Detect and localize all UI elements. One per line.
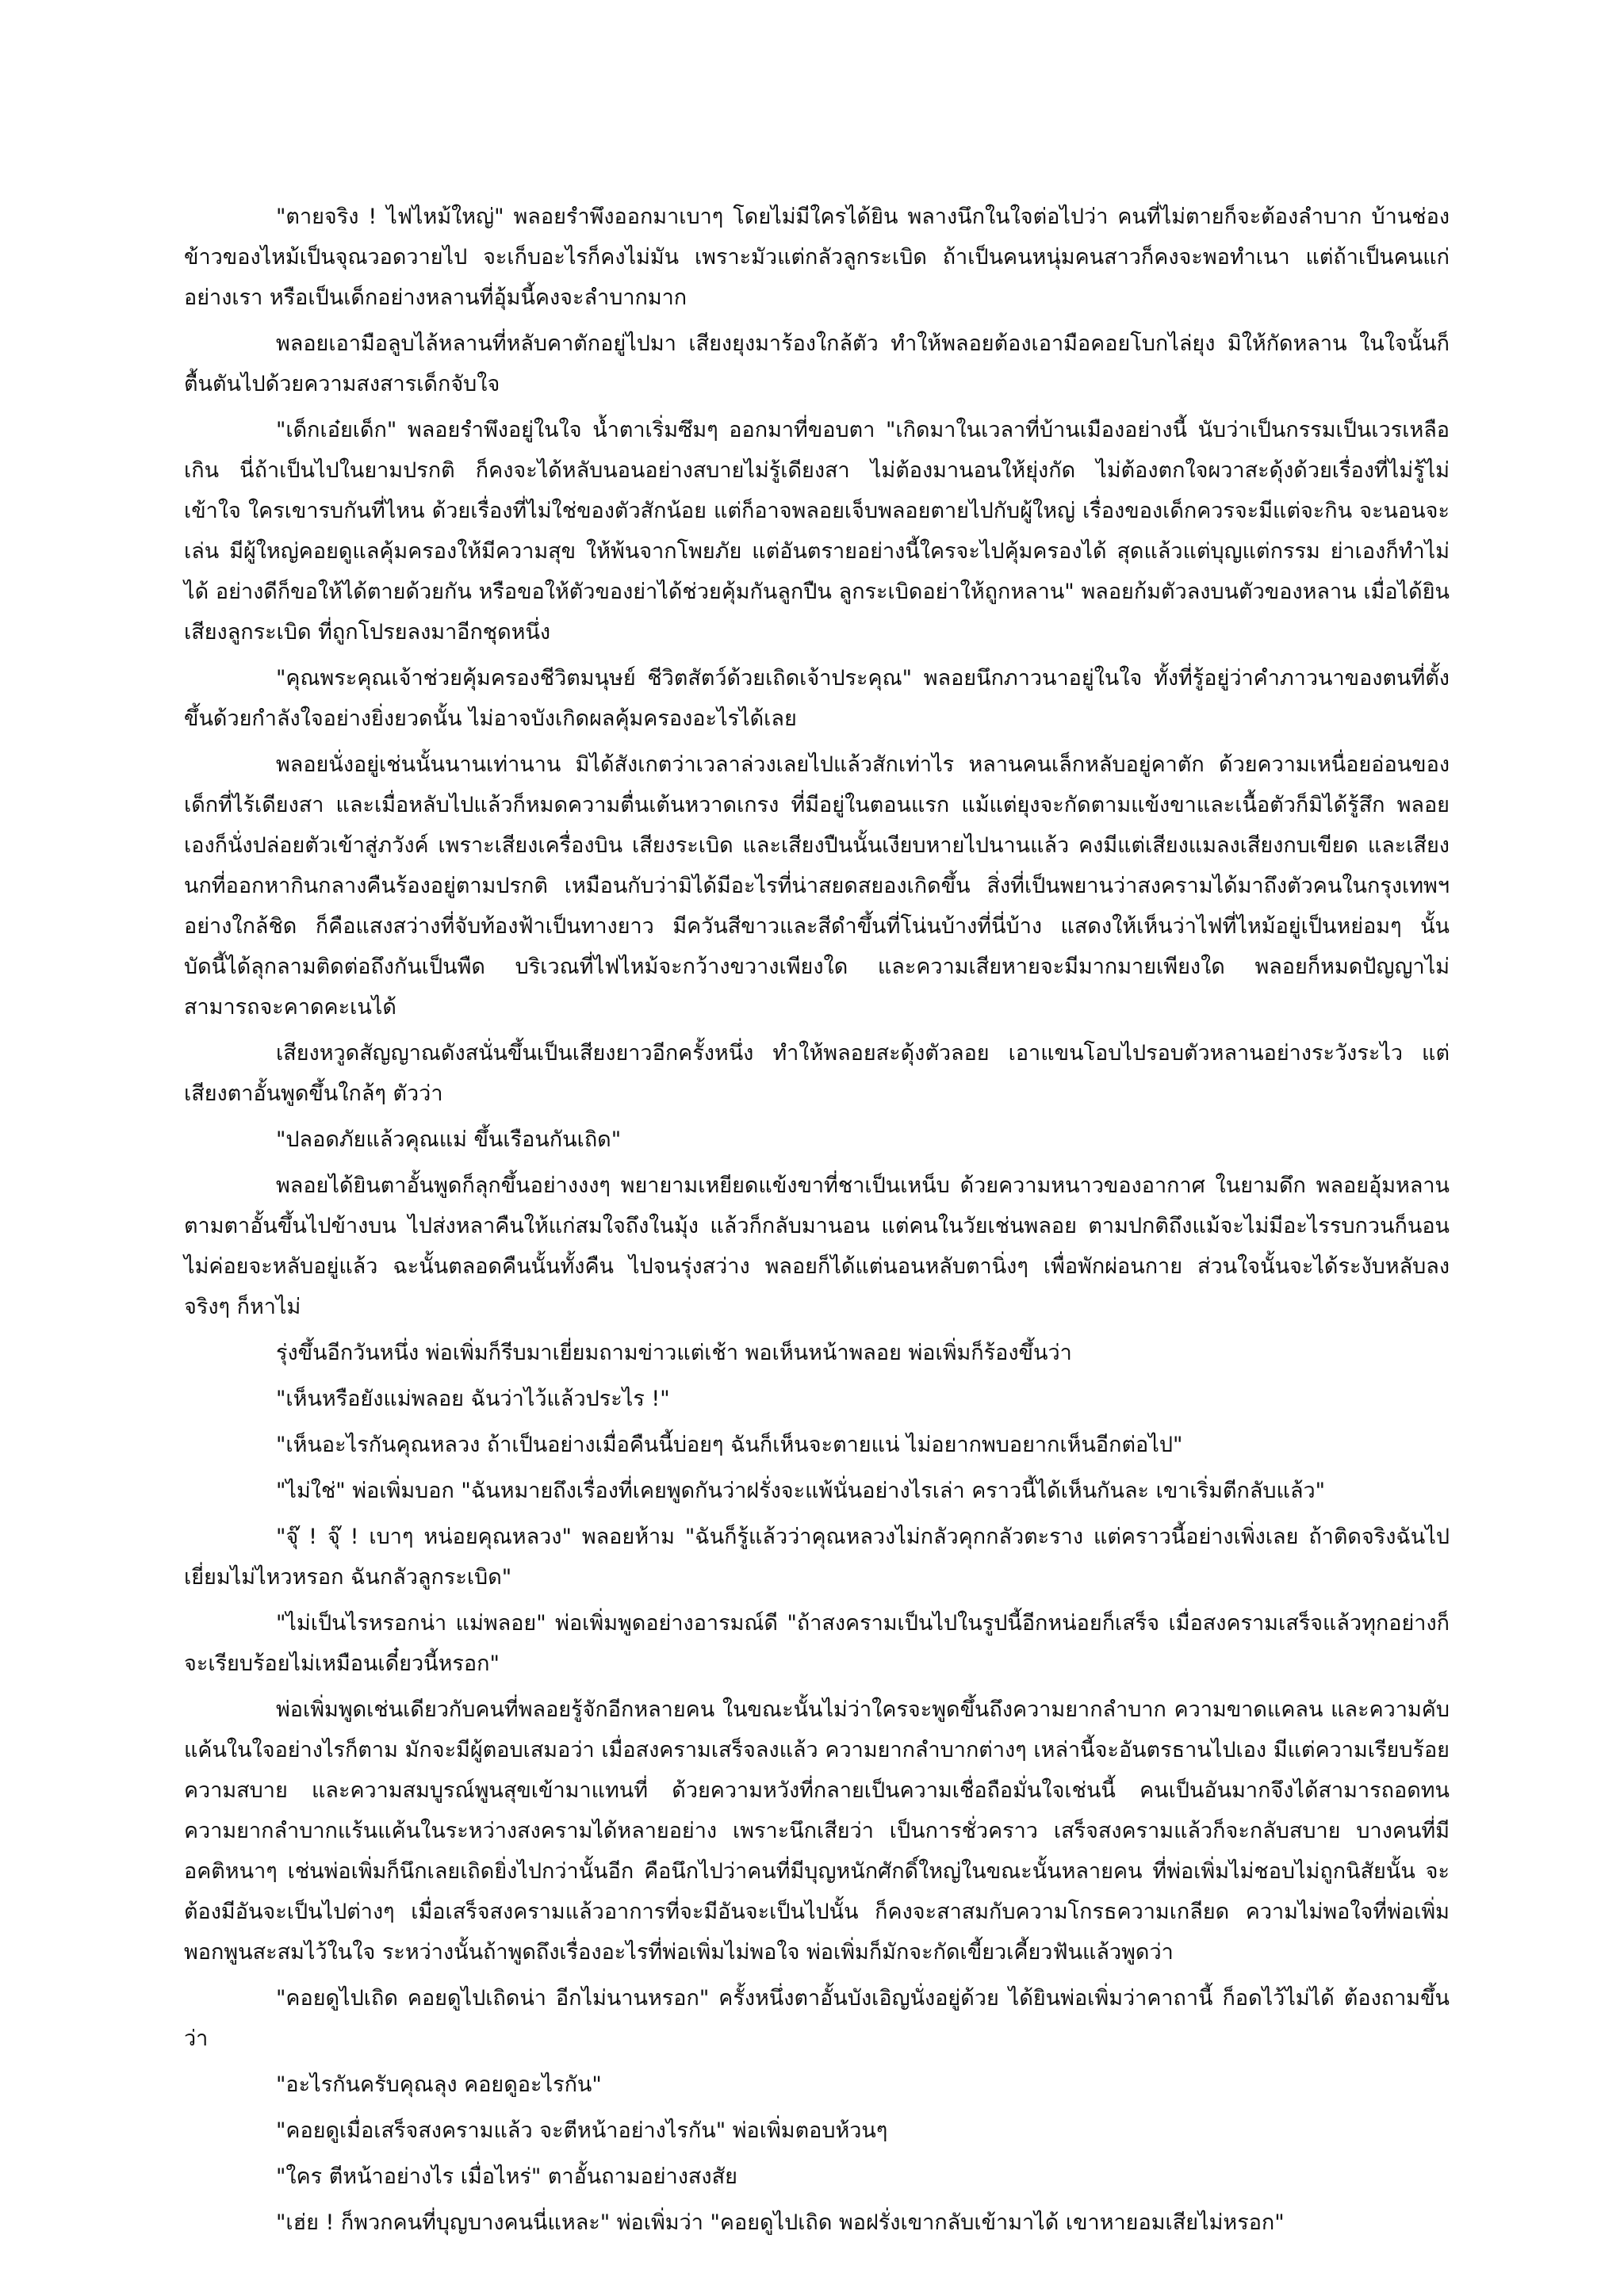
paragraph-9: รุ่งขึ้นอีกวันหนึ่ง พ่อเพิ่มก็รีบมาเยี่ยมถามข่าวแต่เช้า พอเห็นหน้าพลอย พ่อเพิ่มก็ร้องขึ้นว่า [276, 1341, 1072, 1365]
paragraph-1: "ตายจริง ! ไฟไหม้ใหญ่" พลอยรำพึงออกมาเบาๆ โดยไม่มีใครได้ยิน พลางนึกในใจต่อไปว่า คนที่ไม่ตายก็จะต้องลำบาก บ้านช่องข้าวของไหม้เป็นจุณวอดวายไป จะเก็บอะไรก็คงไม่มัน เพราะมัวแต่กลัวลูกระเบิด ถ้าเป็นคนหนุ่มคนสาวก็คงจะพอทำเนา แต่ถ้าเป็นคนแก่อย่างเรา หรือเป็นเด็กอย่างหลานที่อุ้มนี้คงจะลำบากมาก [184, 205, 1450, 310]
paragraph-18: "คอยดูเมื่อเสร็จสงครามแล้ว จะตีหน้าอย่างไรกัน" พ่อเพิ่มตอบห้วนๆ [276, 2118, 888, 2143]
paragraph-14: "ไม่เป็นไรหรอกน่า แม่พลอย" พ่อเพิ่มพูดอย่างอารมณ์ดี "ถ้าสงครามเป็นไปในรูปนี้อีกหน่อยก็เสร็จ เมื่อสงครามเสร็จแล้วทุกอย่างก็จะเรียบร้อยไม่เหมือนเดี๋ยวนี้หรอก" [184, 1611, 1450, 1676]
paragraph-2: พลอยเอามือลูบไล้หลานที่หลับคาตักอยู่ไปมา เสียงยุงมาร้องใกล้ตัว ทำให้พลอยต้องเอามือคอยโบกไล่ยุง มิให้กัดหลาน ในใจนั้นก็ตื้นตันไปด้วยความสงสารเด็กจับใจ [184, 331, 1450, 396]
document-body [184, 197, 1450, 2248]
paragraph-12: "ไม่ใช่" พ่อเพิ่มบอก "ฉันหมายถึงเรื่องที่เคยพูดกันว่าฝรั่งจะแพ้นั่นอย่างไรเล่า คราวนี้ได้เห็นกันละ เขาเริ่มตีกลับแล้ว" [276, 1479, 1326, 1503]
paragraph-3: "เด็กเอ๋ยเด็ก" พลอยรำพึงอยู่ในใจ น้ำตาเริ่มซึมๆ ออกมาที่ขอบตา "เกิดมาในเวลาที่บ้านเมืองอย่างนี้ นับว่าเป็นกรรมเป็นเวรเหลือเกิน นี่ถ้าเป็นไปในยามปรกติ ก็คงจะได้หลับนอนอย่างสบายไม่รู้เดียงสา ไม่ต้องมานอนให้ยุ่งกัด ไม่ต้องตกใจผวาสะดุ้งด้วยเรื่องที่ไม่รู้ไม่เข้าใจ ใครเขารบกันที่ไหน ด้วยเรื่องที่ไม่ใช่ของตัวสักน้อย แต่ก็อาจพลอยเจ็บพลอยตายไปกับผู้ใหญ่ เรื่องของเด็กควรจะมีแต่จะกิน จะนอนจะเล่น มีผู้ใหญ่คอยดูแลคุ้มครองให้มีความสุข ให้พ้นจากโพยภัย แต่อันตรายอย่างนี้ใครจะไปคุ้มครองได้ สุดแล้วแต่บุญแต่กรรม ย่าเองก็ทำไม่ได้ อย่างดีก็ขอให้ได้ตายด้วยกัน หรือขอให้ตัวของย่าได้ช่วยคุ้มกันลูกปืน ลูกระเบิดอย่าให้ถูกหลาน" พลอยก้มตัวลงบนตัวของหลาน เมื่อได้ยินเสียงลูกระเบิด ที่ถูกโปรยลงมาอีกชุดหนึ่ง [184, 418, 1450, 645]
paragraph-7: "ปลอดภัยแล้วคุณแม่ ขึ้นเรือนกันเถิด" [276, 1127, 622, 1152]
paragraph-6: เสียงหวูดสัญญาณดังสนั่นขึ้นเป็นเสียงยาวอีกครั้งหนึ่ง ทำให้พลอยสะดุ้งตัวลอย เอาแขนโอบไปรอบตัวหลานอย่างระวังระไว แต่เสียงตาอั้นพูดขึ้นใกล้ๆ ตัวว่า [184, 1041, 1450, 1106]
paragraph-19: "ใคร ตีหน้าอย่างไร เมื่อไหร่" ตาอั้นถามอย่างสงสัย [276, 2164, 737, 2189]
paragraph-15: พ่อเพิ่มพูดเช่นเดียวกับคนที่พลอยรู้จักอีกหลายคน ในขณะนั้นไม่ว่าใครจะพูดขึ้นถึงความยากลำบาก ความขาดแคลน และความคับแค้นในใจอย่างไรก็ตาม มักจะมีผู้ตอบเสมอว่า เมื่อสงครามเสร็จลงแล้ว ความยากลำบากต่างๆ เหล่านี้จะอันตรธานไปเอง มีแต่ความเรียบร้อยความสบาย และความสมบูรณ์พูนสุขเข้ามาแทนที่ ด้วยความหวังที่กลายเป็นความเชื่อถือมั่นใจเช่นนี้ คนเป็นอันมากจึงได้สามารถอดทนความยากลำบากแร้นแค้นในระหว่างสงครามได้หลายอย่าง เพราะนึกเสียว่า เป็นการชั่วคราว เสร็จสงครามแล้วก็จะกลับสบาย บางคนที่มีอคติหนาๆ เช่นพ่อเพิ่มก็นึกเลยเถิดยิ่งไปกว่านั้นอีก คือนึกไปว่าคนที่มีบุญหนักศักดิ์ใหญ่ในขณะนั้นหลายคน ที่พ่อเพิ่มไม่ชอบไม่ถูกนิสัยนั้น จะต้องมีอันจะเป็นไปต่างๆ เมื่อเสร็จสงครามแล้วอาการที่จะมีอันจะเป็นไปนั้น ก็คงจะสาสมกับความโกรธความเกลียด ความไม่พอใจที่พ่อเพิ่มพอกพูนสะสมไว้ในใจ ระหว่างนั้นถ้าพูดถึงเรื่องอะไรที่พ่อเพิ่มไม่พอใจ พ่อเพิ่มก็มักจะกัดเขี้ยวเคี้ยวฟันแล้วพูดว่า [184, 1697, 1450, 1965]
paragraph-4: "คุณพระคุณเจ้าช่วยคุ้มครองชีวิตมนุษย์ ชีวิตสัตว์ด้วยเถิดเจ้าประคุณ" พลอยนึกภาวนาอยู่ในใจ ทั้งที่รู้อยู่ว่าคำภาวนาของตนที่ตั้งขึ้นด้วยกำลังใจอย่างยิ่งยวดนั้น ไม่อาจบังเกิดผลคุ้มครองอะไรได้เลย [184, 666, 1450, 731]
paragraph-8: พลอยได้ยินตาอั้นพูดก็ลุกขึ้นอย่างงงๆ พยายามเหยียดแข้งขาที่ชาเป็นเหน็บ ด้วยความหนาวของอากาศ ในยามดึก พลอยอุ้มหลานตามตาอั้นขึ้นไปข้างบน ไปส่งหลาคืนให้แก่สมใจถึงในมุ้ง แล้วก็กลับมานอน แต่คนในวัยเช่นพลอย ตามปกติถึงแม้จะไม่มีอะไรรบกวนก็นอนไม่ค่อยจะหลับอยู่แล้ว ฉะนั้นตลอดคืนนั้นทั้งคืน ไปจนรุ่งสว่าง พลอยก็ได้แต่นอนหลับตานิ่งๆ เพื่อพักผ่อนกาย ส่วนใจนั้นจะได้ระงับหลับลงจริงๆ ก็หาไม่ [184, 1173, 1450, 1319]
paragraph-11: "เห็นอะไรกันคุณหลวง ถ้าเป็นอย่างเมื่อคืนนี้บ่อยๆ ฉันก็เห็นจะตายแน่ ไม่อยากพบอยากเห็นอีกต่อไป" [276, 1433, 1183, 1457]
paragraph-5: พลอยนั่งอยู่เช่นนั้นนานเท่านาน มิได้สังเกตว่าเวลาล่วงเลยไปแล้วสักเท่าไร หลานคนเล็กหลับอยู่คาตัก ด้วยความเหนื่อยอ่อนของเด็กที่ไร้เดียงสา และเมื่อหลับไปแล้วก็หมดความตื่นเต้นหวาดเกรง ที่มีอยู่ในตอนแรก แม้แต่ยุงจะกัดตามแข้งขาและเนื้อตัวก็มิได้รู้สึก พลอยเองก็นั่งปล่อยตัวเข้าสู่ภวังค์ เพราะเสียงเครื่องบิน เสียงระเบิด และเสียงปืนนั้นเงียบหายไปนานแล้ว คงมีแต่เสียงแมลงเสียงกบเขียด และเสียงนกที่ออกหากินกลางคืนร้องอยู่ตามปรกติ เหมือนกับว่ามิได้มีอะไรที่น่าสยดสยองเกิดขึ้น สิ่งที่เป็นพยานว่าสงครามได้มาถึงตัวคนในกรุงเทพฯ อย่างใกล้ชิด ก็คือแสงสว่างที่จับท้องฟ้าเป็นทางยาว มีควันสีขาวและสีดำขึ้นที่โน่นบ้างที่นี่บ้าง แสดงให้เห็นว่าไฟที่ไหม้อยู่เป็นหย่อมๆ นั้น บัดนี้ได้ลุกลามติดต่อถึงกันเป็นพืด บริเวณที่ไฟไหม้จะกว้างขวางเพียงใด และความเสียหายจะมีมากมายเพียงใด พลอยก็หมดปัญญาไม่สามารถจะคาดคะเนได้ [184, 752, 1450, 1020]
paragraph-17: "อะไรกันครับคุณลุง คอยดูอะไรกัน" [276, 2072, 602, 2097]
paragraph-13: "จุ๊ ! จุ๊ ! เบาๆ หน่อยคุณหลวง" พลอยห้าม "ฉันก็รู้แล้วว่าคุณหลวงไม่กลัวคุกกลัวตะราง แต่คราวนี้อย่างเพิ่งเลย ถ้าติดจริงฉันไปเยี่ยมไม่ไหวหรอก ฉันกลัวลูกระเบิด" [184, 1525, 1450, 1590]
paragraph-10: "เห็นหรือยังแม่พลอย ฉันว่าไว้แล้วประไร !" [276, 1387, 670, 1411]
paragraph-16: "คอยดูไปเถิด คอยดูไปเถิดน่า อีกไม่นานหรอก" ครั้งหนึ่งตาอั้นบังเอิญนั่งอยู่ด้วย ได้ยินพ่อเพิ่มว่าคาถานี้ ก็อดไว้ไม่ได้ ต้องถามขึ้นว่า [184, 1986, 1450, 2051]
paragraph-20: "เฮ่ย ! ก็พวกคนที่บุญบางคนนี่แหละ" พ่อเพิ่มว่า "คอยดูไปเถิด พอฝรั่งเขากลับเข้ามาได้ เขาหายอมเสียไม่หรอก" [276, 2210, 1285, 2235]
